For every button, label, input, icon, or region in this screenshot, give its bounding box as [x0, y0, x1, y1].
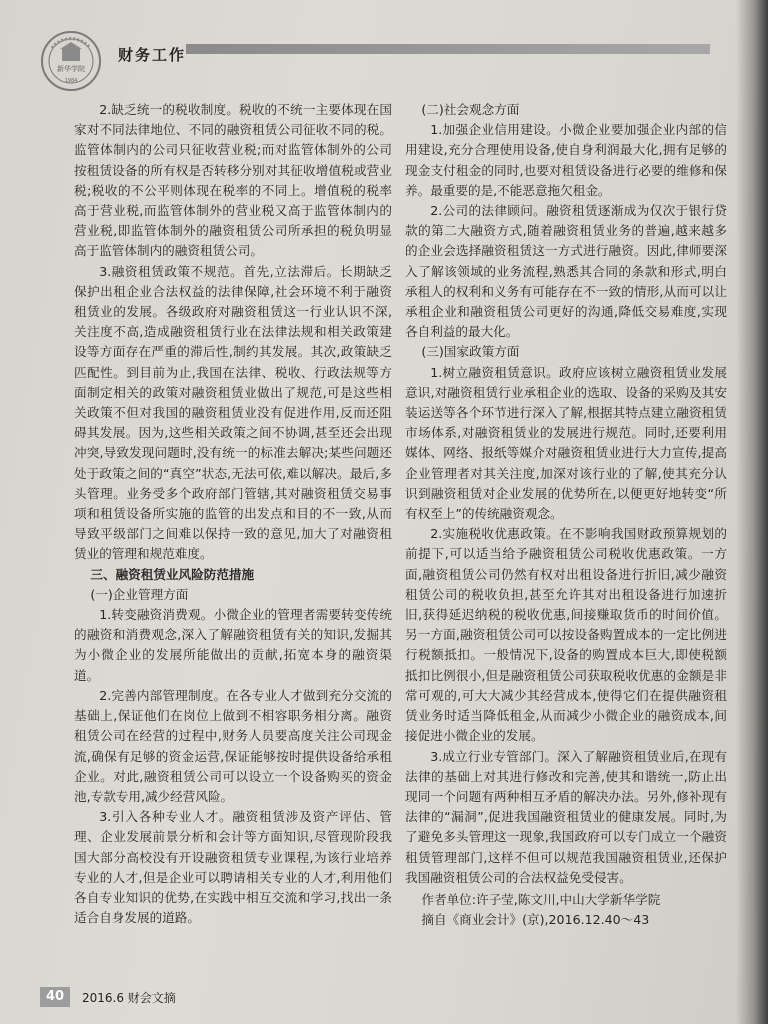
right-column [405, 100, 727, 930]
source-citation: 摘自《商业会计》(京),2016.12.40～43 [421, 912, 650, 928]
paragraph: 1.加强企业信用建设。小微企业要加强企业内部的信用建设,充分合理使用设备,使自身利润最大化,拥有足够的现金支付租金的同时,也要对租赁设备进行必要的维修和保养。最重要的是,不能恶意拖欠租金。 [405, 122, 727, 198]
paragraph: 3.成立行业专管部门。深入了解融资租赁业后,在现有法律的基础上对其进行修改和完善,使其和谐统一,防止出现同一个问题有两种相互矛盾的解决办法。另外,修补现有法律的“漏洞”,促进我国融资租赁业的健康发展。同时,为了避免多头管理这一现象,我国政府可以专门成立一个融资租赁管理部门,这样不但可以规范我国融资租赁业,还保护我国融资租赁公司的合法权益免受侵害。 [405, 748, 727, 885]
svg-text:1984: 1984 [64, 78, 78, 84]
author-info [405, 890, 727, 930]
paragraph: 3.引入各种专业人才。融资租赁涉及资产评估、管理、企业发展前景分析和会计等方面知识,尽管现阶段我国大部分高校没有开设融资租赁专业课程,为该行业培养专业的人才,但是企业可以聘请相关专业的人才,利用他们各自专业知识的优势,在实践中相互交流和学习,找出一条适合自身发展的道路。 [74, 809, 392, 926]
page-number: 40 [40, 987, 70, 1007]
header-rule [186, 44, 710, 54]
section-title: 财务工作 [118, 46, 187, 64]
svg-text:新华学院: 新华学院 [57, 65, 85, 73]
section-heading: (三)国家政策方面 [421, 344, 520, 360]
paragraph: 1.树立融资租赁意识。政府应该树立融资租赁业发展意识,对融资租赁行业承租企业的选取、设备的采购及其安装运送等各个环节进行深入了解,根据其特点建立融资租赁市场体系,对融资租赁业的发展进行规范。同时,还要利用媒体、网络、报纸等媒介对融资租赁业进行大力宣传,提高企业管理者对其关注度,加深对该行业的了解,使其充分认识到融资租赁对企业发展的优势所在,以便更好地转变“所有权至上”的传统融资观念。 [405, 364, 727, 522]
section-heading: 三、融资租赁业风险防范措施 [90, 566, 255, 582]
paragraph: 1.转变融资消费观。小微企业的管理者需要转变传统的融资和消费观念,深入了解融资租赁有关的知识,发掘其为小微企业的发展所能做出的贡献,拓宽本身的融资渠道。 [74, 607, 392, 683]
paragraph: 2.实施税收优惠政策。在不影响我国财政预算规划的前提下,可以适当给予融资租赁公司税收优惠政策。一方面,融资租赁公司仍然有权对出租设备进行折旧,减少融资租赁公司的税收负担,甚至允许其对出租设备进行加速折旧,获得延迟纳税的税收优惠,间接赚取货币的时间价值。另一方面,融资租赁公司可以按设备购置成本的一定比例进行税额抵扣。一般情况下,设备的购置成本巨大,即使税额抵扣比例很小,但是融资租赁公司获取税收优惠的金额是非常可观的,可大大减少其经营成本,使得它们在提供融资租赁业务时适当降低租金,从而减少小微企业的融资成本,间接促进小微企业的发展。 [405, 526, 727, 744]
left-column [74, 100, 392, 928]
footer-issue-label: 2016.6 财会文摘 [82, 991, 176, 1005]
paragraph: 3.融资租赁政策不规范。首先,立法滞后。长期缺乏保护出租企业合法权益的法律保障,社会环境不利于融资租赁业的发展。各级政府对融资租赁这一行业认识不深,关注度不高,造成融资租赁行业在法律法规和相关政策建设等方面存在严重的滞后性,制约其发展。其次,政策缺乏匹配性。到目前为止,我国在法律、税收、行政法规等方面制定相关的政策对融资租赁业做出了规范,可是这些相关政策不但对我国的融资租赁业没有促进作用,反而还阻碍其发展。因为,这些相关政策之间不协调,甚至还会出现冲突,导致发现问题时,没有统一的标准去解决;某些问题还处于政策之间的“真空”状态,无法可依,难以解决。最后,多头管理。业务受多个政府部门管辖,其对融资租赁交易事项和租赁设备所实施的监管的出发点和目的不一致,从而导致平级部门之间难以保持一致的意见,加大了对融资租赁业的管理和规范难度。 [74, 263, 392, 562]
section-heading: (二)社会观念方面 [421, 102, 520, 117]
paragraph: 2.完善内部管理制度。在各专业人才做到充分交流的基础上,保证他们在岗位上做到不相容职务相分离。融资租赁公司在经营的过程中,财务人员要高度关注公司现金流,确保有足够的资金运营,保证能够按时提供设备给承租企业。对此,融资租赁公司可以设立一个设备购买的资金池,专款专用,减少经营风险。 [74, 687, 392, 804]
author-affiliation: 作者单位:许子莹,陈文川,中山大学新华学院 [421, 891, 661, 907]
paragraph: 2.缺乏统一的税收制度。税收的不统一主要体现在国家对不同法律地位、不同的融资租赁公司征收不同的税。监管体制内的公司只征收营业税;而对监管体制外的公司按租赁设备的所有权是否转移分别对其征收增值税或营业税;税收的不公平则体现在税率的不同上。增值税的税率高于营业税,而监管体制外的营业税又高于监管体制内的营业税,即监管体制外的融资租赁公司所承担的税负明显高于监管体制内的融资租赁公司。 [74, 102, 392, 259]
page-edge-shadow [736, 0, 768, 1024]
college-seal-logo [40, 30, 102, 92]
paragraph: 2.公司的法律顾问。融资租赁逐渐成为仅次于银行贷款的第二大融资方式,随着融资租赁业务的普遍,越来越多的企业会选择融资租赁这一方式进行融资。因此,律师要深入了解该领域的业务流程,熟悉其合同的条款和形式,明白承租人的权利和义务有可能存在不一致的情形,从而可以让承租企业和融资租赁公司更好的沟通,降低交易难度,实现各自利益的最大化。 [405, 203, 727, 340]
section-heading: (一)企业管理方面 [90, 586, 189, 602]
right-column-body [405, 100, 727, 888]
